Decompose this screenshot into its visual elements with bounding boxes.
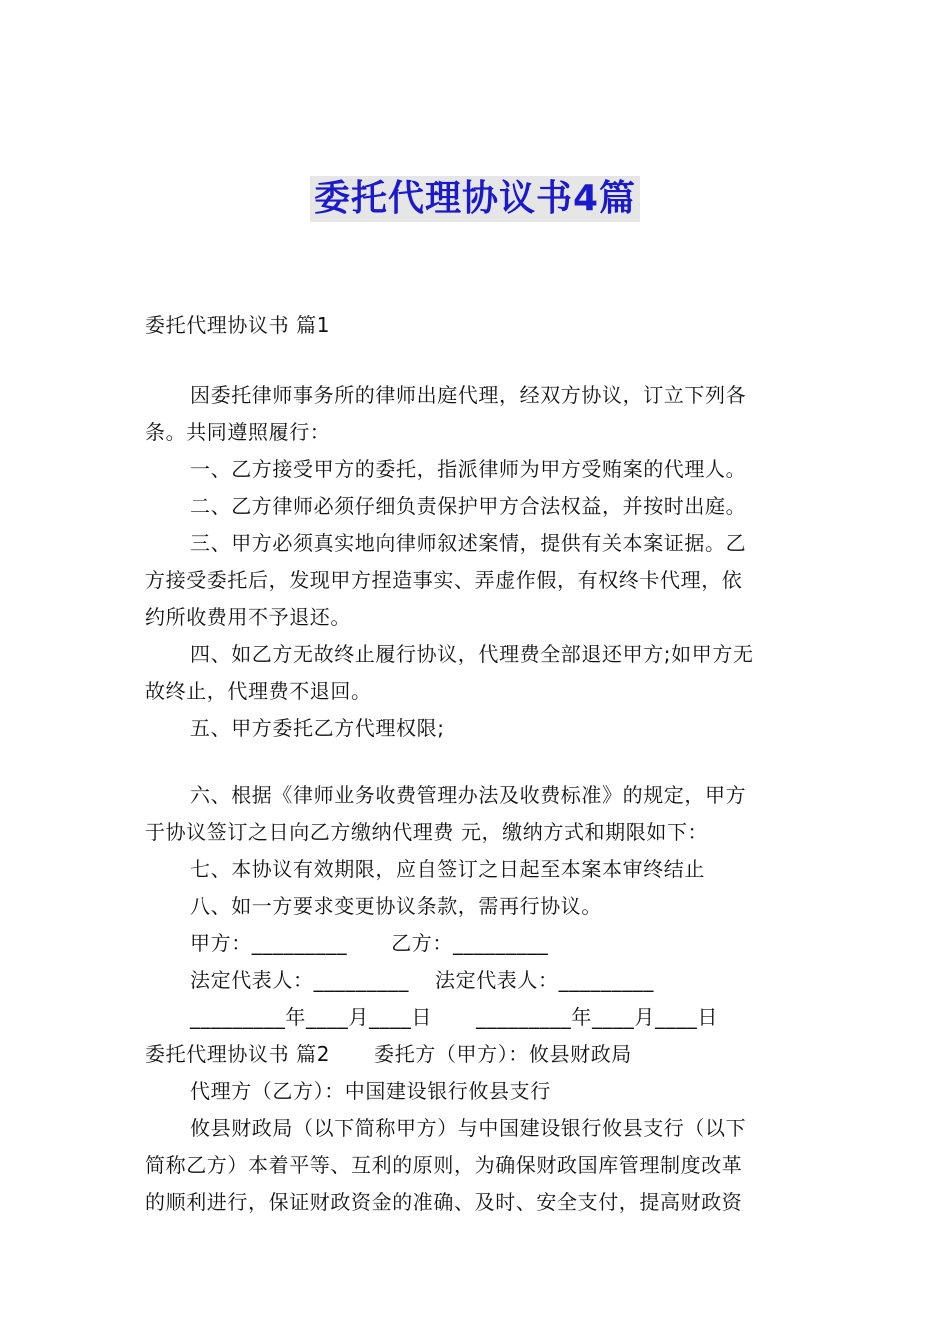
principal-party: 委托方（甲方）：攸县财政局	[374, 1042, 632, 1066]
clause-6-line: 六、根据《律师业务收费管理办法及收费标准》的规定，甲方	[190, 783, 747, 807]
clause-5: 五、甲方委托乙方代理权限;	[190, 716, 445, 740]
section-2-heading-line	[145, 1036, 810, 1073]
clause-4-line: 故终止，代理费不退回。	[145, 679, 372, 703]
rep-b-signature: 法定代表人：_________	[435, 968, 654, 992]
clause-7: 七、本协议有效期限，应自签订之日起至本案本审终结止	[190, 857, 705, 881]
clause-6-line: 于协议签订之日向乙方缴纳代理费 元，缴纳方式和期限如下：	[145, 820, 709, 844]
document-title: 委托代理协议书4篇	[310, 176, 640, 222]
section-heading: 委托代理协议书 篇2	[145, 1042, 331, 1066]
signature-dates	[145, 999, 810, 1036]
rep-a-signature: 法定代表人：_________	[190, 968, 409, 992]
agent-party: 代理方（乙方）：中国建设银行攸县支行	[190, 1079, 551, 1103]
clause-4-line: 四、如乙方无故终止履行协议，代理费全部退还甲方;如甲方无	[190, 642, 754, 666]
paragraph-line: 条。共同遵照履行：	[145, 420, 331, 444]
section-2-paragraph-line: 的顺利进行，保证财政资金的准确、及时、安全支付，提高财政资	[145, 1190, 743, 1214]
clause-3-line: 三、甲方必须真实地向律师叙述案情，提供有关本案证据。乙	[190, 531, 747, 555]
clause-8: 八、如一方要求变更协议条款，需再行协议。	[190, 894, 602, 918]
date-a: _________年____月____日	[190, 1005, 432, 1029]
section-heading: 委托代理协议书 篇1	[145, 313, 331, 337]
title-container	[0, 176, 950, 222]
paragraph-line: 因委托律师事务所的律师出庭代理，经双方协议，订立下列各	[190, 383, 747, 407]
section-2-paragraph-line: 攸县财政局（以下简称甲方）与中国建设银行攸县支行（以下	[190, 1116, 747, 1140]
clause-1: 一、乙方接受甲方的委托，指派律师为甲方受贿案的代理人。	[190, 457, 747, 481]
party-a-signature: 甲方：_________	[190, 931, 348, 955]
clause-2: 二、乙方律师必须仔细负责保护甲方合法权益，并按时出庭。	[190, 494, 747, 518]
signature-representatives	[145, 962, 810, 999]
section-2-paragraph-line: 简称乙方）本着平等、互利的原则，为确保财政国库管理制度改革	[145, 1153, 743, 1177]
clause-3-line: 约所收费用不予退还。	[145, 605, 351, 629]
signature-parties	[145, 925, 810, 962]
party-b-signature: 乙方：_________	[391, 931, 549, 955]
section-1-body	[145, 377, 810, 1221]
section-1-heading-block	[145, 307, 810, 344]
spacer	[145, 747, 810, 777]
date-b: _________年____月____日	[476, 1005, 718, 1029]
clause-3-line: 方接受委托后，发现甲方捏造事实、弄虚作假，有权终卡代理，依	[145, 568, 743, 592]
